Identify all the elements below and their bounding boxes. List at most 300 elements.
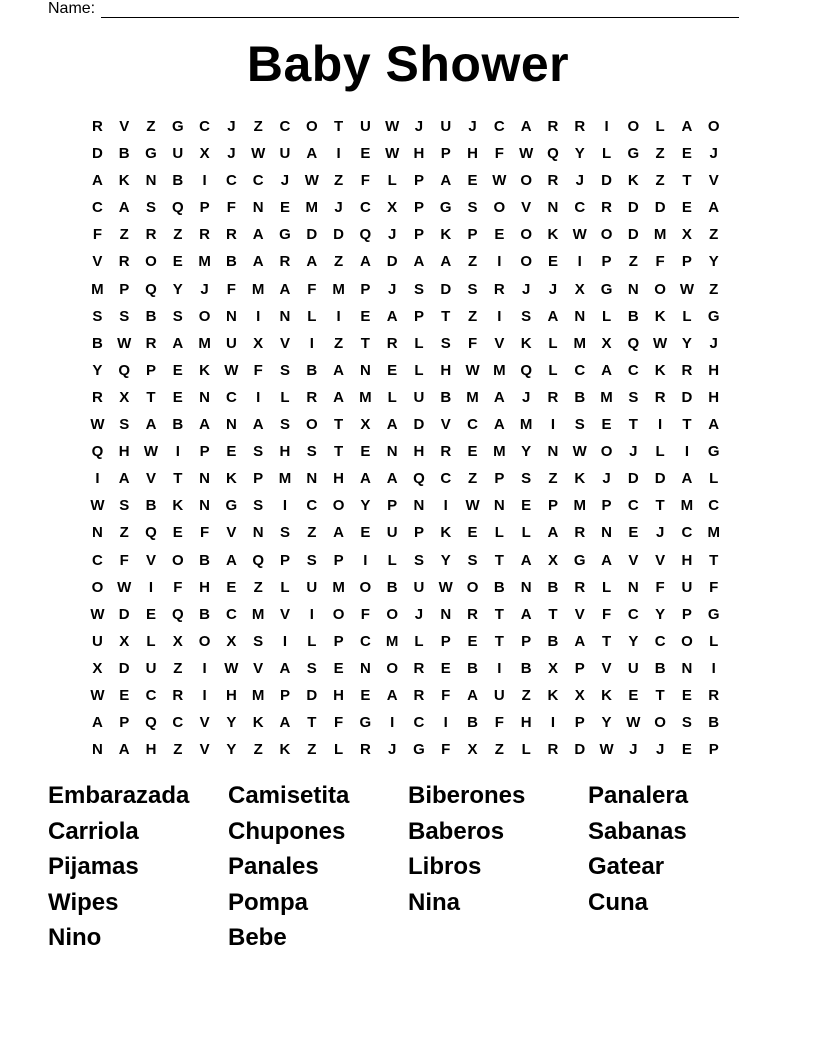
- grid-cell[interactable]: L: [146, 632, 156, 650]
- grid-cell[interactable]: J: [414, 118, 424, 135]
- grid-cell[interactable]: T: [601, 632, 612, 650]
- grid-cell[interactable]: M: [198, 334, 211, 352]
- grid-cell[interactable]: A: [252, 416, 264, 434]
- grid-cell[interactable]: E: [681, 686, 692, 704]
- grid-cell[interactable]: W: [626, 714, 641, 732]
- grid-cell[interactable]: O: [600, 226, 613, 244]
- grid-cell[interactable]: N: [627, 280, 639, 298]
- grid-cell[interactable]: F: [441, 741, 451, 759]
- grid-cell[interactable]: R: [493, 280, 505, 298]
- grid-cell[interactable]: R: [359, 741, 371, 759]
- grid-cell[interactable]: Q: [145, 524, 157, 542]
- grid-cell[interactable]: A: [493, 388, 505, 406]
- grid-cell[interactable]: G: [225, 497, 238, 515]
- grid-cell[interactable]: A: [279, 714, 291, 732]
- grid-cell[interactable]: G: [627, 145, 640, 163]
- grid-cell[interactable]: L: [601, 307, 612, 325]
- grid-cell[interactable]: P: [413, 524, 424, 542]
- grid-cell[interactable]: X: [92, 659, 103, 677]
- grid-cell[interactable]: I: [711, 659, 716, 677]
- grid-cell[interactable]: J: [629, 443, 638, 461]
- grid-cell[interactable]: I: [658, 416, 663, 434]
- grid-cell[interactable]: I: [309, 334, 314, 352]
- grid-cell[interactable]: R: [225, 226, 237, 244]
- grid-cell[interactable]: C: [681, 524, 693, 542]
- grid-cell[interactable]: Z: [467, 307, 478, 325]
- grid-cell[interactable]: L: [387, 388, 397, 406]
- grid-cell[interactable]: U: [306, 578, 318, 596]
- grid-cell[interactable]: I: [282, 632, 288, 650]
- grid-cell[interactable]: J: [629, 741, 638, 759]
- grid-cell[interactable]: J: [655, 741, 665, 759]
- grid-cell[interactable]: A: [520, 551, 532, 569]
- grid-cell[interactable]: Z: [253, 118, 263, 135]
- grid-cell[interactable]: X: [226, 632, 237, 650]
- grid-cell[interactable]: O: [145, 253, 157, 271]
- grid-cell[interactable]: Z: [333, 334, 344, 352]
- grid-cell[interactable]: E: [172, 361, 183, 379]
- grid-cell[interactable]: H: [413, 443, 425, 461]
- grid-cell[interactable]: S: [119, 307, 130, 325]
- grid-cell[interactable]: C: [574, 361, 586, 379]
- grid-cell[interactable]: I: [202, 659, 207, 677]
- grid-cell[interactable]: V: [655, 551, 666, 569]
- grid-cell[interactable]: N: [627, 578, 639, 596]
- grid-cell[interactable]: L: [709, 632, 719, 650]
- grid-cell[interactable]: O: [305, 118, 318, 135]
- grid-cell[interactable]: U: [279, 145, 291, 163]
- grid-cell[interactable]: A: [279, 280, 291, 298]
- grid-cell[interactable]: C: [574, 199, 586, 217]
- grid-cell[interactable]: E: [387, 361, 398, 379]
- grid-cell[interactable]: B: [145, 497, 157, 515]
- grid-cell[interactable]: A: [333, 524, 344, 542]
- grid-cell[interactable]: H: [708, 361, 720, 379]
- grid-cell[interactable]: P: [119, 280, 130, 298]
- grid-cell[interactable]: T: [682, 416, 692, 434]
- grid-cell[interactable]: A: [172, 334, 184, 352]
- grid-cell[interactable]: L: [414, 361, 424, 379]
- grid-cell[interactable]: M: [519, 416, 533, 434]
- grid-cell[interactable]: M: [305, 199, 319, 217]
- grid-cell[interactable]: D: [413, 416, 425, 434]
- grid-cell[interactable]: Z: [494, 741, 504, 759]
- grid-cell[interactable]: S: [119, 416, 130, 434]
- grid-cell[interactable]: Q: [145, 280, 157, 298]
- grid-cell[interactable]: Y: [440, 551, 451, 569]
- grid-cell[interactable]: S: [413, 280, 424, 298]
- grid-cell[interactable]: I: [95, 470, 100, 488]
- grid-cell[interactable]: B: [91, 334, 103, 352]
- grid-cell[interactable]: P: [145, 361, 156, 379]
- grid-cell[interactable]: N: [359, 659, 371, 677]
- grid-cell[interactable]: S: [172, 307, 183, 325]
- grid-cell[interactable]: A: [708, 199, 720, 217]
- grid-cell[interactable]: G: [707, 443, 720, 461]
- grid-cell[interactable]: C: [252, 172, 264, 190]
- grid-cell[interactable]: I: [256, 388, 261, 406]
- grid-cell[interactable]: K: [440, 524, 452, 542]
- grid-cell[interactable]: J: [334, 199, 343, 217]
- grid-cell[interactable]: I: [256, 307, 261, 325]
- grid-cell[interactable]: G: [573, 551, 586, 569]
- grid-cell[interactable]: K: [547, 226, 559, 244]
- grid-cell[interactable]: X: [199, 145, 210, 163]
- grid-cell[interactable]: I: [550, 714, 556, 732]
- grid-cell[interactable]: P: [440, 145, 451, 163]
- grid-cell[interactable]: Q: [145, 714, 157, 732]
- grid-cell[interactable]: N: [547, 443, 559, 461]
- grid-cell[interactable]: A: [708, 416, 720, 434]
- grid-cell[interactable]: A: [118, 741, 130, 759]
- grid-cell[interactable]: H: [279, 443, 291, 461]
- grid-cell[interactable]: D: [386, 253, 398, 271]
- grid-cell[interactable]: V: [440, 416, 451, 434]
- grid-cell[interactable]: W: [465, 361, 480, 379]
- grid-cell[interactable]: I: [363, 551, 368, 569]
- grid-cell[interactable]: Q: [547, 145, 559, 163]
- grid-cell[interactable]: N: [252, 199, 264, 217]
- grid-cell[interactable]: A: [306, 253, 318, 271]
- grid-cell[interactable]: B: [172, 172, 184, 190]
- grid-cell[interactable]: R: [306, 388, 318, 406]
- grid-cell[interactable]: O: [520, 172, 532, 190]
- grid-cell[interactable]: P: [440, 632, 451, 650]
- grid-cell[interactable]: L: [601, 578, 612, 596]
- grid-cell[interactable]: X: [574, 686, 585, 704]
- grid-cell[interactable]: I: [497, 253, 502, 271]
- grid-cell[interactable]: W: [117, 578, 132, 596]
- grid-cell[interactable]: C: [91, 551, 103, 569]
- grid-cell[interactable]: L: [414, 632, 424, 650]
- grid-cell[interactable]: I: [497, 659, 502, 677]
- grid-cell[interactable]: K: [252, 714, 264, 732]
- grid-cell[interactable]: O: [198, 632, 211, 650]
- grid-cell[interactable]: C: [145, 686, 157, 704]
- grid-cell[interactable]: N: [199, 388, 210, 406]
- grid-cell[interactable]: L: [601, 145, 612, 163]
- grid-cell[interactable]: P: [708, 741, 719, 759]
- grid-cell[interactable]: E: [279, 199, 290, 217]
- grid-cell[interactable]: L: [655, 118, 665, 135]
- grid-cell[interactable]: E: [601, 416, 612, 434]
- grid-cell[interactable]: F: [307, 280, 317, 298]
- grid-cell[interactable]: A: [386, 470, 398, 488]
- grid-cell[interactable]: O: [332, 605, 345, 623]
- grid-cell[interactable]: A: [601, 361, 612, 379]
- grid-cell[interactable]: L: [280, 578, 290, 596]
- grid-cell[interactable]: Q: [118, 361, 131, 379]
- grid-cell[interactable]: C: [359, 632, 371, 650]
- grid-cell[interactable]: L: [548, 361, 558, 379]
- grid-cell[interactable]: Z: [521, 686, 531, 704]
- grid-cell[interactable]: O: [466, 578, 479, 596]
- grid-cell[interactable]: A: [601, 551, 612, 569]
- grid-cell[interactable]: K: [601, 686, 612, 704]
- grid-cell[interactable]: Q: [413, 470, 425, 488]
- grid-cell[interactable]: C: [627, 361, 639, 379]
- grid-cell[interactable]: A: [440, 172, 452, 190]
- grid-cell[interactable]: U: [440, 118, 452, 135]
- grid-cell[interactable]: E: [681, 145, 692, 163]
- grid-cell[interactable]: D: [118, 659, 130, 677]
- grid-cell[interactable]: J: [468, 118, 477, 135]
- grid-cell[interactable]: M: [251, 686, 265, 704]
- grid-cell[interactable]: C: [708, 497, 720, 515]
- grid-cell[interactable]: N: [601, 524, 612, 542]
- grid-cell[interactable]: V: [199, 714, 210, 732]
- grid-cell[interactable]: X: [601, 334, 612, 352]
- grid-cell[interactable]: D: [681, 388, 693, 406]
- grid-cell[interactable]: S: [306, 551, 317, 569]
- grid-cell[interactable]: U: [359, 118, 371, 135]
- grid-cell[interactable]: K: [172, 497, 184, 515]
- grid-cell[interactable]: E: [547, 253, 558, 271]
- grid-cell[interactable]: N: [225, 416, 237, 434]
- grid-cell[interactable]: P: [413, 226, 424, 244]
- grid-cell[interactable]: J: [521, 388, 531, 406]
- grid-cell[interactable]: L: [333, 741, 344, 759]
- grid-cell[interactable]: A: [279, 659, 291, 677]
- grid-cell[interactable]: O: [386, 659, 398, 677]
- grid-cell[interactable]: X: [387, 199, 398, 217]
- grid-cell[interactable]: V: [145, 470, 156, 488]
- grid-cell[interactable]: R: [91, 118, 103, 135]
- grid-cell[interactable]: T: [548, 605, 558, 623]
- grid-cell[interactable]: Q: [520, 361, 532, 379]
- grid-cell[interactable]: Z: [628, 253, 638, 271]
- grid-cell[interactable]: E: [681, 199, 692, 217]
- grid-cell[interactable]: M: [466, 388, 479, 406]
- grid-cell[interactable]: P: [494, 470, 505, 488]
- grid-cell[interactable]: Y: [92, 361, 103, 379]
- grid-cell[interactable]: P: [119, 714, 130, 732]
- grid-cell[interactable]: A: [91, 172, 103, 190]
- grid-cell[interactable]: A: [440, 253, 452, 271]
- grid-cell[interactable]: F: [226, 280, 236, 298]
- grid-cell[interactable]: A: [386, 307, 398, 325]
- grid-cell[interactable]: D: [91, 145, 103, 163]
- grid-cell[interactable]: S: [253, 443, 264, 461]
- grid-cell[interactable]: A: [252, 253, 264, 271]
- grid-cell[interactable]: Z: [467, 470, 478, 488]
- grid-cell[interactable]: G: [145, 145, 157, 163]
- grid-cell[interactable]: T: [333, 118, 344, 135]
- grid-cell[interactable]: F: [92, 226, 102, 244]
- grid-cell[interactable]: F: [494, 714, 504, 732]
- grid-cell[interactable]: E: [494, 226, 505, 244]
- grid-cell[interactable]: Z: [655, 172, 665, 190]
- grid-cell[interactable]: M: [198, 253, 211, 271]
- grid-cell[interactable]: B: [386, 578, 398, 596]
- grid-cell[interactable]: E: [226, 578, 237, 596]
- grid-cell[interactable]: R: [547, 741, 559, 759]
- grid-cell[interactable]: T: [360, 334, 370, 352]
- grid-cell[interactable]: R: [681, 361, 693, 379]
- grid-cell[interactable]: K: [574, 470, 586, 488]
- grid-cell[interactable]: T: [146, 388, 156, 406]
- grid-cell[interactable]: Y: [521, 443, 532, 461]
- grid-cell[interactable]: Z: [119, 226, 129, 244]
- grid-cell[interactable]: Y: [172, 280, 183, 298]
- grid-cell[interactable]: S: [306, 443, 317, 461]
- grid-cell[interactable]: B: [627, 307, 639, 325]
- grid-cell[interactable]: L: [414, 334, 424, 352]
- grid-cell[interactable]: B: [654, 659, 666, 677]
- grid-cell[interactable]: A: [386, 686, 398, 704]
- grid-cell[interactable]: P: [199, 199, 210, 217]
- grid-cell[interactable]: O: [91, 578, 104, 596]
- grid-cell[interactable]: A: [359, 470, 371, 488]
- grid-cell[interactable]: W: [224, 361, 239, 379]
- grid-cell[interactable]: Z: [709, 226, 719, 244]
- grid-cell[interactable]: R: [145, 334, 157, 352]
- grid-cell[interactable]: L: [521, 524, 531, 542]
- grid-cell[interactable]: S: [253, 632, 264, 650]
- grid-cell[interactable]: I: [336, 145, 341, 163]
- grid-cell[interactable]: P: [601, 497, 612, 515]
- grid-cell[interactable]: T: [494, 605, 504, 623]
- grid-cell[interactable]: G: [359, 714, 372, 732]
- grid-cell[interactable]: S: [440, 334, 451, 352]
- grid-cell[interactable]: A: [547, 524, 559, 542]
- grid-cell[interactable]: P: [574, 714, 585, 732]
- grid-cell[interactable]: Z: [173, 659, 183, 677]
- grid-cell[interactable]: A: [306, 145, 318, 163]
- grid-cell[interactable]: C: [225, 388, 237, 406]
- grid-cell[interactable]: J: [548, 280, 558, 298]
- grid-cell[interactable]: S: [413, 551, 424, 569]
- grid-cell[interactable]: S: [467, 280, 478, 298]
- grid-cell[interactable]: J: [280, 172, 290, 190]
- grid-cell[interactable]: H: [145, 741, 157, 759]
- grid-cell[interactable]: W: [385, 145, 400, 163]
- grid-cell[interactable]: P: [360, 280, 371, 298]
- grid-cell[interactable]: P: [333, 632, 344, 650]
- grid-cell[interactable]: B: [574, 388, 586, 406]
- grid-cell[interactable]: V: [494, 334, 505, 352]
- grid-cell[interactable]: A: [359, 253, 371, 271]
- grid-cell[interactable]: F: [709, 578, 719, 596]
- grid-cell[interactable]: L: [387, 172, 397, 190]
- grid-cell[interactable]: N: [199, 470, 210, 488]
- grid-cell[interactable]: Y: [681, 334, 692, 352]
- grid-cell[interactable]: W: [90, 686, 105, 704]
- grid-cell[interactable]: V: [601, 659, 612, 677]
- grid-cell[interactable]: D: [654, 199, 666, 217]
- grid-cell[interactable]: L: [521, 741, 531, 759]
- grid-cell[interactable]: Z: [253, 741, 263, 759]
- grid-cell[interactable]: W: [438, 578, 453, 596]
- grid-cell[interactable]: F: [494, 145, 504, 163]
- grid-cell[interactable]: D: [440, 280, 452, 298]
- grid-cell[interactable]: Q: [359, 226, 372, 244]
- grid-cell[interactable]: S: [681, 714, 692, 732]
- grid-cell[interactable]: R: [386, 334, 398, 352]
- grid-cell[interactable]: B: [467, 714, 478, 732]
- grid-cell[interactable]: E: [119, 686, 130, 704]
- grid-cell[interactable]: H: [333, 470, 344, 488]
- grid-cell[interactable]: E: [360, 686, 371, 704]
- grid-cell[interactable]: F: [655, 578, 665, 596]
- grid-cell[interactable]: O: [171, 551, 184, 569]
- grid-cell[interactable]: E: [145, 605, 156, 623]
- grid-cell[interactable]: M: [573, 334, 586, 352]
- grid-cell[interactable]: P: [681, 253, 692, 271]
- grid-cell[interactable]: T: [333, 443, 344, 461]
- grid-cell[interactable]: P: [199, 443, 210, 461]
- grid-cell[interactable]: B: [225, 253, 237, 271]
- grid-cell[interactable]: Y: [601, 714, 612, 732]
- grid-cell[interactable]: T: [173, 470, 183, 488]
- grid-cell[interactable]: F: [200, 524, 210, 542]
- grid-cell[interactable]: A: [574, 632, 586, 650]
- grid-cell[interactable]: S: [521, 470, 532, 488]
- grid-cell[interactable]: C: [627, 497, 639, 515]
- grid-cell[interactable]: W: [519, 145, 534, 163]
- grid-cell[interactable]: Z: [333, 253, 344, 271]
- grid-cell[interactable]: S: [521, 307, 532, 325]
- grid-cell[interactable]: I: [604, 118, 609, 135]
- grid-cell[interactable]: A: [467, 686, 478, 704]
- grid-cell[interactable]: W: [224, 659, 239, 677]
- grid-cell[interactable]: P: [253, 470, 264, 488]
- grid-cell[interactable]: O: [493, 199, 506, 217]
- grid-cell[interactable]: I: [336, 307, 341, 325]
- grid-cell[interactable]: C: [172, 714, 184, 732]
- grid-cell[interactable]: N: [199, 497, 210, 515]
- grid-cell[interactable]: D: [654, 470, 666, 488]
- grid-cell[interactable]: C: [306, 497, 318, 515]
- grid-cell[interactable]: C: [359, 199, 371, 217]
- grid-cell[interactable]: H: [225, 686, 237, 704]
- grid-cell[interactable]: O: [681, 632, 693, 650]
- grid-cell[interactable]: W: [653, 334, 668, 352]
- grid-cell[interactable]: C: [91, 199, 103, 217]
- grid-cell[interactable]: U: [145, 659, 157, 677]
- grid-cell[interactable]: U: [627, 659, 639, 677]
- grid-cell[interactable]: L: [709, 470, 719, 488]
- grid-cell[interactable]: R: [279, 253, 291, 271]
- grid-cell[interactable]: K: [440, 226, 452, 244]
- grid-cell[interactable]: O: [359, 578, 372, 596]
- grid-cell[interactable]: J: [387, 226, 397, 244]
- grid-cell[interactable]: M: [680, 497, 694, 515]
- grid-cell[interactable]: L: [280, 388, 290, 406]
- grid-cell[interactable]: D: [333, 226, 344, 244]
- grid-cell[interactable]: P: [574, 659, 585, 677]
- grid-cell[interactable]: O: [520, 253, 532, 271]
- grid-cell[interactable]: J: [414, 605, 424, 623]
- grid-cell[interactable]: U: [413, 578, 425, 596]
- grid-cell[interactable]: P: [413, 172, 424, 190]
- grid-cell[interactable]: C: [654, 632, 666, 650]
- grid-cell[interactable]: I: [148, 578, 154, 596]
- grid-cell[interactable]: W: [90, 497, 105, 515]
- grid-cell[interactable]: P: [467, 226, 478, 244]
- grid-cell[interactable]: Q: [627, 334, 640, 352]
- grid-cell[interactable]: O: [198, 307, 211, 325]
- grid-cell[interactable]: B: [708, 714, 720, 732]
- grid-cell[interactable]: G: [707, 307, 720, 325]
- grid-cell[interactable]: A: [145, 416, 157, 434]
- grid-cell[interactable]: O: [654, 714, 666, 732]
- grid-cell[interactable]: U: [91, 632, 103, 650]
- grid-cell[interactable]: V: [279, 605, 290, 623]
- grid-cell[interactable]: T: [494, 551, 504, 569]
- grid-cell[interactable]: G: [171, 118, 184, 135]
- grid-cell[interactable]: A: [386, 416, 398, 434]
